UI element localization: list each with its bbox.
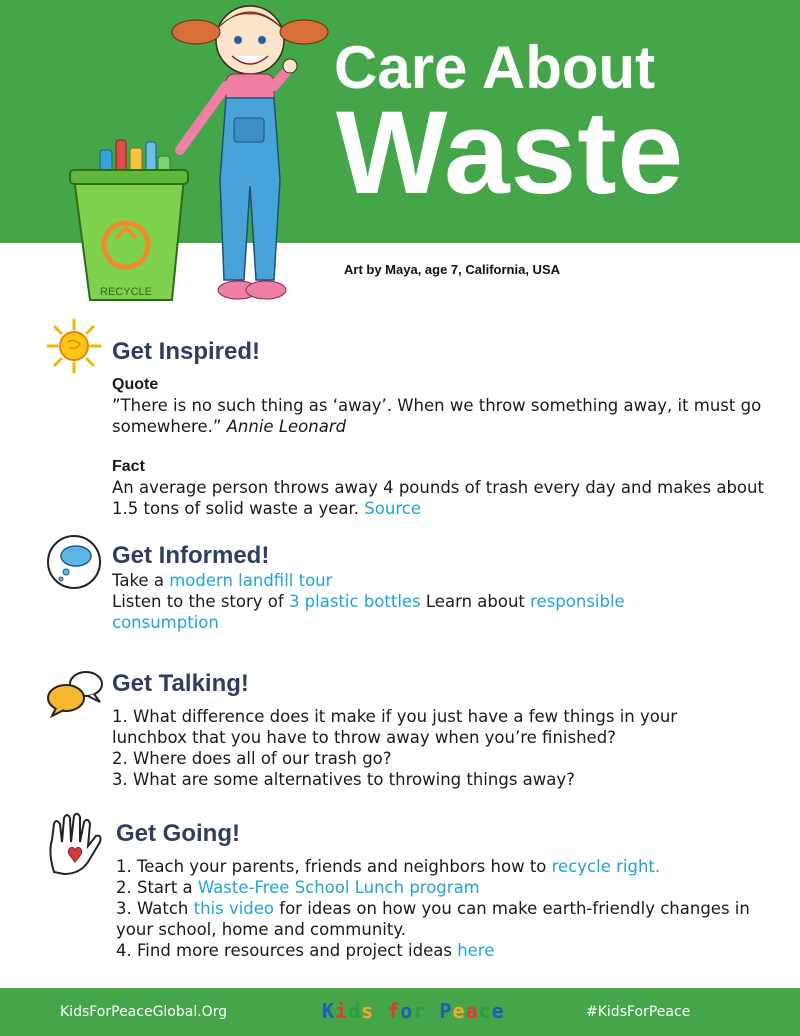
girl-graphic bbox=[172, 6, 328, 299]
recycle-right-link[interactable]: recycle right. bbox=[551, 857, 661, 876]
talking-item-1: 1. What difference does it make if you just have a few things in your lunchbox that you have to throw away when you’re finished? bbox=[112, 707, 678, 747]
heading-get-talking: Get Talking! bbox=[112, 670, 249, 697]
heading-get-going: Get Going! bbox=[116, 820, 240, 847]
talking-item-3: 3. What are some alternatives to throwing things away? bbox=[112, 770, 575, 789]
logo-letter bbox=[426, 999, 439, 1023]
footer-hashtag: #KidsForPeace bbox=[586, 1004, 691, 1020]
logo-letter: K bbox=[322, 999, 336, 1023]
speech-bubbles-icon bbox=[44, 668, 106, 718]
heading-get-informed: Get Informed! bbox=[112, 542, 270, 569]
logo-letter: i bbox=[335, 999, 349, 1023]
logo-letter bbox=[374, 999, 387, 1023]
footer-bar bbox=[0, 988, 800, 1036]
logo-letter: a bbox=[465, 999, 479, 1023]
informed-line2: Listen to the story of 3 plastic bottles Learn about responsible consumption bbox=[112, 592, 625, 632]
landfill-tour-link[interactable]: modern landfill tour bbox=[169, 571, 333, 590]
logo-letter: e bbox=[491, 999, 505, 1023]
informed-line1: Take a modern landfill tour bbox=[112, 571, 333, 590]
going-list bbox=[116, 856, 756, 961]
inspired-quote-block bbox=[112, 374, 772, 437]
logo-letter: d bbox=[348, 999, 362, 1023]
plastic-bottles-link[interactable]: 3 plastic bottles bbox=[288, 592, 421, 611]
resources-here-link[interactable]: here bbox=[457, 941, 495, 960]
heading-get-inspired: Get Inspired! bbox=[112, 338, 261, 365]
quote-text: ”There is no such thing as ‘away’. When we throw something away, it must go somewhere.” Annie Leonard bbox=[112, 396, 762, 436]
source-link[interactable]: Source bbox=[364, 499, 421, 518]
quote-author: Annie Leonard bbox=[226, 417, 347, 436]
logo-letter: e bbox=[452, 999, 466, 1023]
logo-letter: c bbox=[478, 999, 492, 1023]
going-item-3: 3. Watch this video for ideas on how you can make earth-friendly changes in your school, home and community. bbox=[116, 899, 750, 939]
thought-bubble-icon bbox=[46, 534, 102, 590]
svg-text:RECYCLE: RECYCLE bbox=[100, 286, 152, 298]
waste-free-lunch-link[interactable]: Waste-Free School Lunch program bbox=[197, 878, 480, 897]
talking-list bbox=[112, 706, 752, 790]
footer-website-link[interactable]: KidsForPeaceGlobal.Org bbox=[60, 1004, 228, 1020]
sun-icon bbox=[46, 318, 102, 374]
informed-text bbox=[112, 570, 732, 633]
recycle-bin-graphic bbox=[70, 170, 188, 300]
logo-letter: f bbox=[387, 999, 401, 1023]
fact-label: Fact bbox=[112, 458, 145, 475]
going-item-2: 2. Start a Waste-Free School Lunch program bbox=[116, 878, 480, 897]
hand-heart-icon bbox=[44, 812, 106, 878]
page-title-line2: Waste bbox=[336, 87, 685, 219]
art-credit: Art by Maya, age 7, California, USA bbox=[344, 262, 561, 277]
fact-text: An average person throws away 4 pounds of trash every day and makes about 1.5 tons of solid waste a year. Source bbox=[112, 478, 764, 518]
going-item-1: 1. Teach your parents, friends and neighbors how to recycle right. bbox=[116, 857, 661, 876]
quote-label: Quote bbox=[112, 376, 159, 393]
this-video-link[interactable]: this video bbox=[193, 899, 275, 918]
going-item-4: 4. Find more resources and project ideas here bbox=[116, 941, 495, 960]
inspired-fact-block bbox=[112, 456, 772, 519]
responsible-consumption-link[interactable]: responsible consumption bbox=[112, 592, 625, 632]
talking-item-2: 2. Where does all of our trash go? bbox=[112, 749, 392, 768]
logo-letter: P bbox=[439, 999, 453, 1023]
page-title-line1: Care About bbox=[334, 34, 656, 101]
kids-for-peace-logo bbox=[322, 999, 505, 1023]
logo-letter: s bbox=[361, 999, 375, 1023]
child-artwork-illustration bbox=[60, 0, 330, 312]
logo-letter: o bbox=[400, 999, 414, 1023]
logo-letter: r bbox=[413, 999, 427, 1023]
